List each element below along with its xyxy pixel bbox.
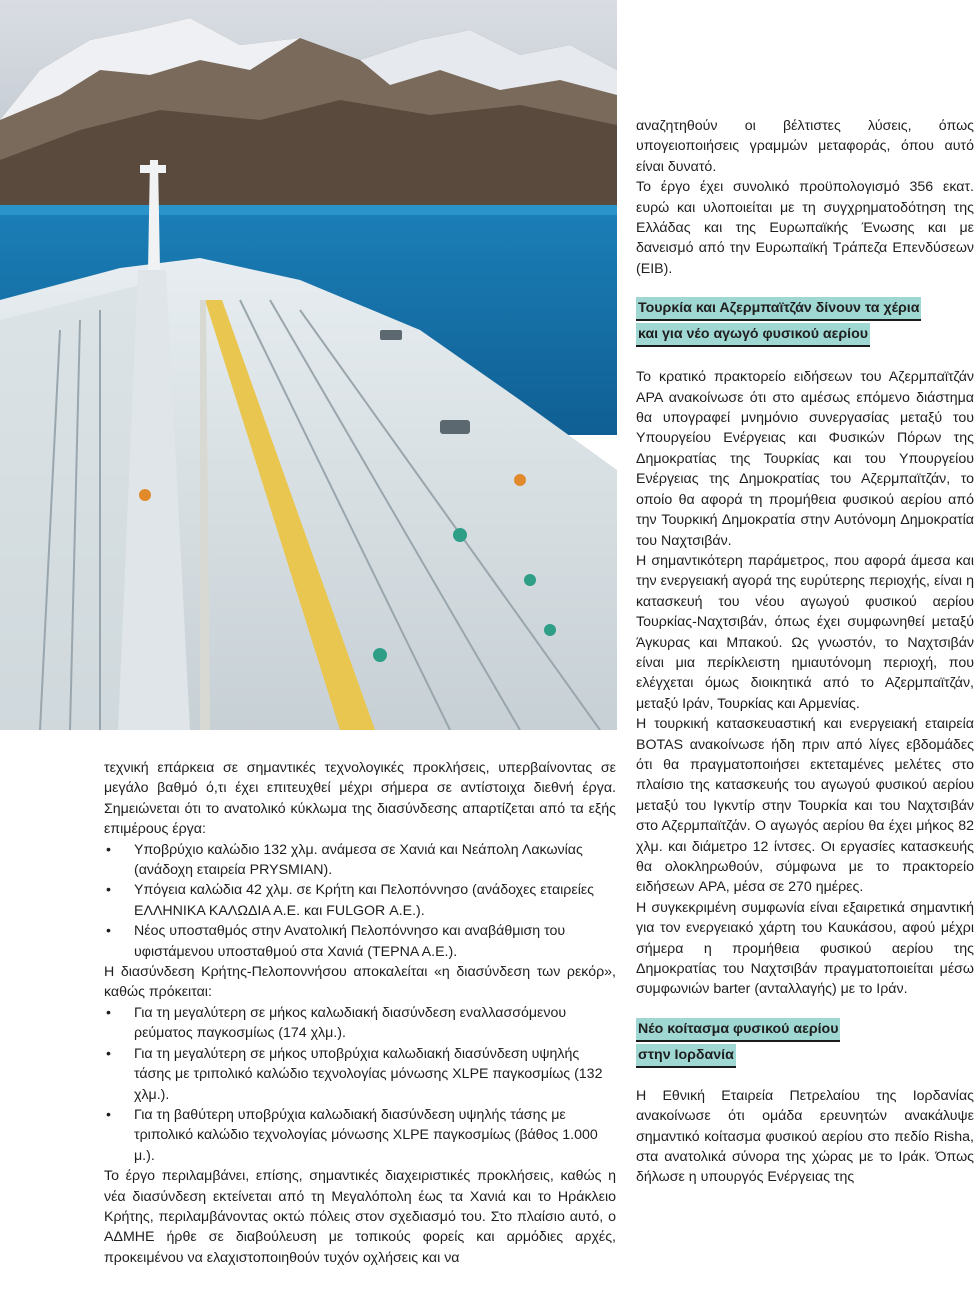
heading-line: και για νέο αγωγό φυσικού αερίου [636, 323, 870, 347]
paragraph: Η τουρκική κατασκευαστική και ενεργειακή εταιρεία BOTAS ανακοίνωσε ήδη πριν από λίγες εβδομάδες ότι θα πραγματοποιήσει εκτεταμένες μελέτες στο πλαίσιο της κατασκευής του αγωγού φυσικού αερίου μεταξύ του Ιγκντίρ στην Τουρκία και του Ναχτσιβάν στο Αζερμπαϊτζάν. Ο αγωγός αερίου θα έχει μήκος 82 χλμ. και διάμετρο 12 ίντσες. Οι εργασίες κατασκευής θα ολοκληρωθούν, σύμφωνα με το πρακτορείο ειδήσεων APA, μέσα σε 270 ημέρες. [636, 716, 974, 896]
paragraph: Το κρατικό πρακτορείο ειδήσεων του Αζερμπαϊτζάν APA ανακοίνωσε ότι στο αμέσως επόμενο διάστημα θα υπογραφεί μνημόνιο συνεργασίας μεταξύ του Υπουργείου Ενέργειας και Φυσικών Πόρων της Δημοκρατίας της Τουρκίας και του Υπουργείου Ενέργειας της Δημοκρατίας του Αζερμπαϊτζάν, το οποίο θα αφορά τη προμήθεια φυσικού αερίου από την Τουρκική Δημοκρατία στην Αυτόνομη Δημοκρατία του Ναχτσιβάν. [636, 369, 974, 549]
list-item: • Για τη βαθύτερη υποβρύχια καλωδιακή διασύνδεση υψηλής τάσης με τριπολικό καλώδιο τεχνολογίας μόνωσης XLPE παγκοσμίως (βάθος 1.000 μ.). [104, 1105, 616, 1166]
paragraph: Η Εθνική Εταιρεία Πετρελαίου της Ιορδανίας ανακοίνωσε ότι ομάδα ερευνητών ανακάλυψε σημαντικό κοίτασμα φυσικού αερίου στο πεδίο Risha, στα ανατολικά σύνορα της χώρας με το Ιράκ. Όπως δήλωσε η υπουργός Ενέργειας της [636, 1087, 974, 1186]
list-item: • Νέος υποσταθμός στην Ανατολική Πελοπόννησο και αναβάθμιση του υφιστάμενου υποσταθμού στα Χανιά (ΤΕΡΝΑ Α.Ε.). [104, 921, 616, 962]
ship-icon [0, 0, 617, 730]
right-column-text [636, 116, 974, 1188]
closing-paragraph: Το έργο περιλαμβάνει, επίσης, σημαντικές διαχειριστικές προκλήσεις, καθώς η νέα διασύνδεση εκτείνεται από τη Μεγαλόπολη έως τα Χανιά και το Ηράκλειο Κρήτης, περιλαμβάνοντας οκτώ πόλεις στον σχεδιασμό του. Στο πλαίσιο αυτό, ο ΑΔΜΗΕ ήρθε σε διαβούλευση με τοπικούς φορείς και αρμόδιες αρχές, προκειμένου να ελαχιστοποιηθούν τυχόν οχλήσεις και να [104, 1168, 616, 1266]
left-column-text [104, 758, 616, 1268]
paragraph: Η συγκεκριμένη συμφωνία είναι εξαιρετικά σημαντική για τον ενεργειακό χάρτη του Καυκάσου, αφού μέχρι σήμερα η προμήθεια φυσικού αερίου της Δημοκρατίας του Ναχτσιβάν πραγματοποιείται μέσω συμφωνιών barter (ανταλλαγής) με το Ιράν. [636, 899, 974, 998]
list-item: • Για τη μεγαλύτερη σε μήκος υποβρύχια καλωδιακή διασύνδεση υψηλής τάσης με τριπολικό καλώδιο τεχνολογίας μόνωσης XLPE παγκοσμίως (132 χλμ.). [104, 1044, 616, 1105]
list-item: • Για τη μεγαλύτερη σε μήκος καλωδιακή διασύνδεση εναλλασσόμενου ρεύματος παγκοσμίως (174 χλμ.). [104, 1003, 616, 1044]
left-intro: τεχνική επάρκεια σε σημαντικές τεχνολογικές προκλήσεις, υπερβαίνοντας σε μεγάλο βαθμό ό,τι έχει επιτευχθεί μέχρι σήμερα σε αντίστοιχα διεθνή έργα. Σημειώνεται ότι το ανατολικό κύκλωμα της διασύνδεσης απαρτίζεται από τα εξής επιμέρους έργα: [104, 760, 616, 838]
list-item: • Υποβρύχιο καλώδιο 132 χλμ. ανάμεσα σε Χανιά και Νεάπολη Λακωνίας (ανάδοχη εταιρεία PRYSMIAN). [104, 840, 616, 881]
tanker-ship-photo [0, 0, 617, 730]
heading-line: Νέο κοίτασμα φυσικού αερίου [636, 1018, 840, 1042]
records-list [104, 1003, 616, 1166]
section-heading-jordan [636, 1018, 974, 1070]
list-item: • Υπόγεια καλώδια 42 χλμ. σε Κρήτη και Πελοπόννησο (ανάδοχες εταιρείες ΕΛΛΗΝΙΚΑ ΚΑΛΩΔΙΑ Α.Ε. και FULGOR Α.Ε.). [104, 880, 616, 921]
section-heading-turkey-azerbaijan [636, 297, 974, 349]
record-paragraph: Η διασύνδεση Κρήτης-Πελοποννήσου αποκαλείται «η διασύνδεση των ρεκόρ», καθώς πρόκειται: [104, 964, 616, 1001]
paragraph: αναζητηθούν οι βέλτιστες λύσεις, όπως υπογειοποιήσεις γραμμών μεταφοράς, όπου αυτό είναι δυνατό. [636, 118, 974, 175]
eastern-circuit-list [104, 840, 616, 962]
paragraph: Η σημαντικότερη παράμετρος, που αφορά άμεσα και την ενεργειακή αγορά της ευρύτερης περιοχής, είναι η κατασκευή του νέου αγωγού φυσικού αερίου Τουρκίας-Ναχτσιβάν, όπως έχει συμφωνηθεί μεταξύ Άγκυρας και Μπακού. Ως γνωστόν, το Ναχτσιβάν είναι μια περίκλειστη ημιαυτόνομη περιοχή, που ελέγχεται όμως διοικητικά από το Αζερμπαϊτζάν, μεταξύ Ιράν, Τουρκίας και Αρμενίας. [636, 552, 974, 712]
heading-line: Τουρκία και Αζερμπαϊτζάν δίνουν τα χέρια [636, 297, 921, 321]
heading-line: στην Ιορδανία [636, 1044, 736, 1068]
paragraph: Το έργο έχει συνολικό προϋπολογισμό 356 εκατ. ευρώ και υλοποιείται με τη συγχρηματοδότηση της Ελλάδας και της Ευρωπαϊκής Ένωσης και με δανεισμό από την Ευρωπαϊκή Τράπεζα Επενδύσεων (EIB). [636, 179, 974, 277]
